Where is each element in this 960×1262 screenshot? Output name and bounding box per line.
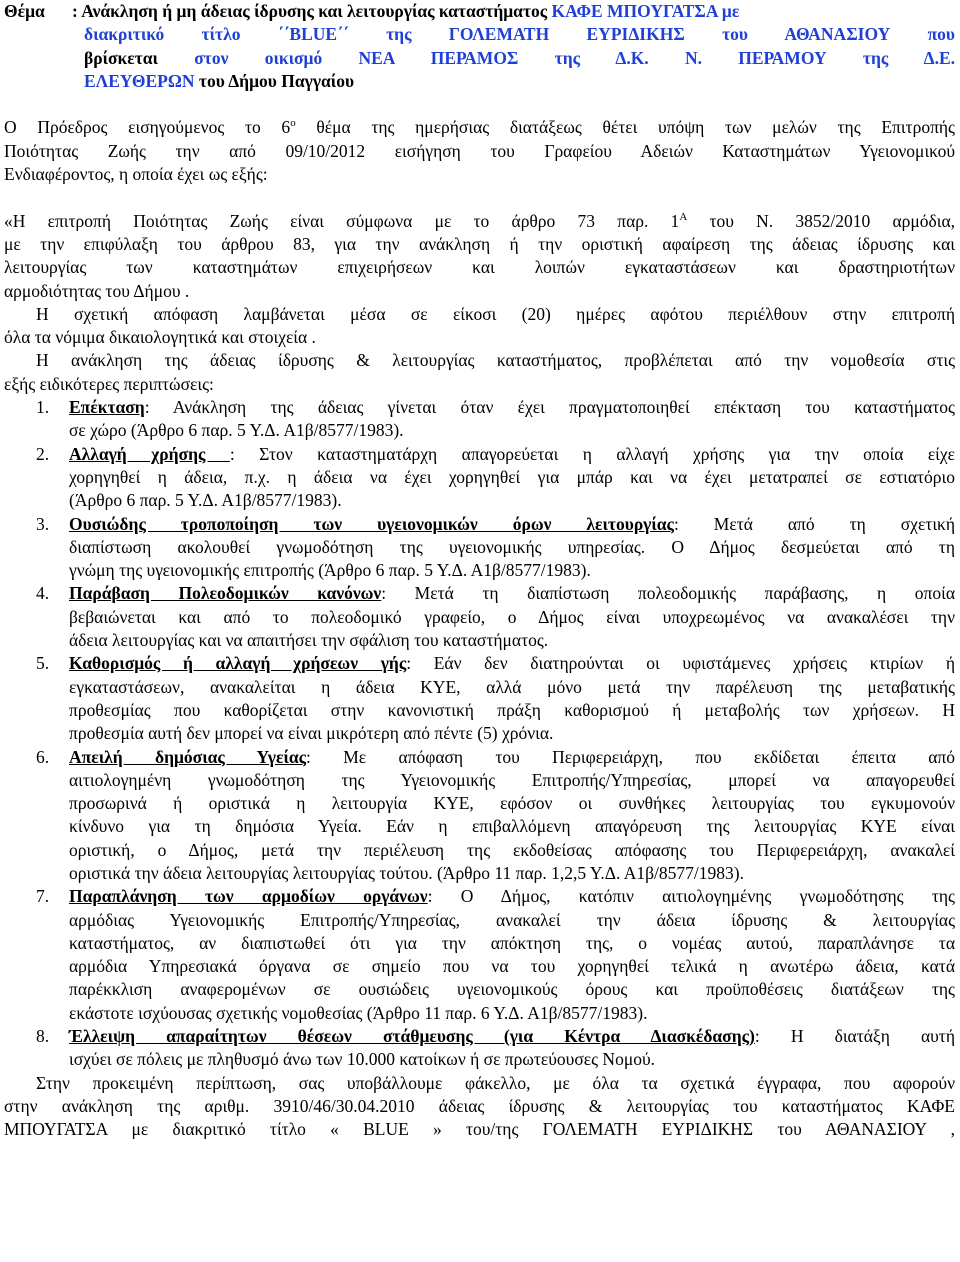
list-item-continuation: σε χώρο (Άρθρο 6 παρ. 5 Υ.Δ. Α1β/8577/1983). [69,420,404,441]
spacer [4,93,955,116]
body-p3-line-1: Η ανάκληση της άδειας ίδρυσης & λειτουργίας καταστήματος, προβλέπεται από την νομοθεσία στις [36,350,955,371]
subject-line-4: ΕΛΕΥΘΕΡΩΝ του Δήμου Παγγαίου [84,70,355,91]
list-item-text: : Ο Δήμος, κατόπιν αιτιολογημένης γνωμοδότησης της [427,886,955,907]
body-p2-line-1: Η σχετική απόφαση λαμβάνεται μέσα σε είκοσι (20) ημέρες αφότου περιέλθουν στην επιτροπή [36,303,955,324]
cases-list [4,396,955,1072]
list-item [4,582,955,605]
subject-text: : Ανάκληση ή μη άδειας ίδρυσης και λειτουργίας καταστήματος ΚΑΦΕ ΜΠΟΥΓΑΤΣΑ με [72,1,740,21]
list-item [4,652,955,675]
body-p1-line-3: λειτουργίας των καταστημάτων επιχειρήσεων και λοιπών εγκαταστάσεων και δραστηριοτήτων [4,257,955,278]
list-item-continuation: διαπίστωση ακολουθεί γνωμοδότηση της υγειονομικής υπηρεσίας. Ο Δήμος δεσμεύεται από τη [69,536,955,557]
list-item [4,746,955,769]
list-item [4,1025,955,1048]
list-item-continuation: χορηγηθεί η άδεια, π.χ. η άδεια να έχει χορηγηθεί για μπάρ και να έχει μετατραπεί σε εστιατόριο [69,466,955,487]
intro-line-3: Ενδιαφέροντος, η οποία έχει ως εξής: [4,164,268,185]
body-p1-line-1: «Η επιτροπή Ποιότητας Ζωής είναι σύμφωνα με το άρθρο 73 παρ. $1^A$ του Ν. 3852/2010 αρμόδια, [4,210,955,231]
list-item-text: : Η διατάξη αυτή [754,1026,955,1047]
list-item [4,443,955,466]
intro-line-1: Ο Πρόεδρος εισηγούμενος το $6^o$ θέμα της ημερήσιας διατάξεως θέτει υπόψη των μελών της Επιτροπής [4,117,955,138]
body-p3-line-2: εξής ειδικότερες περιπτώσεις: [4,373,214,394]
list-item-title: Παράβαση Πολεοδομικών κανόνων [69,583,382,604]
list-item-title: Αλλαγή χρήσης [69,443,230,464]
list-item-title: Έλλειψη απαραίτητων θέσεων στάθμευσης (για Κέντρα Διασκέδασης) [69,1026,755,1047]
list-item-continuation: αρμόδιας Υγειονομικής Επιτροπής/Υπηρεσίας, ανακαλεί την άδεια ίδρυσης & λειτουργίας [69,909,955,930]
body-p1-line-2: με την επιφύλαξη του άρθρου 83, για την ανάκληση ή την οριστική αφαίρεση της άδειας ίδρυσης και [4,233,955,254]
list-item [4,396,955,419]
list-item-title: Παραπλάνηση των αρμοδίων οργάνων [69,886,428,907]
body-p1-line-4: αρμοδιότητας του Δήμου . [4,280,190,301]
list-item-continuation: (Άρθρο 6 παρ. 5 Υ.Δ. Α1β/8577/1983). [69,490,342,511]
list-item-continuation: προσωρινά ή οριστικά η λειτουργία ΚΥΕ, εφόσον οι συνθήκες λειτουργίας του εγκυμονούν [69,793,955,814]
spacer [4,186,955,209]
list-item-number: 2. [36,443,50,464]
subject-line-3: βρίσκεται στον οικισμό ΝΕΑ ΠΕΡΑΜΟΣ της Δ.Κ. Ν. ΠΕΡΑΜΟΥ της Δ.Ε. [84,47,955,68]
list-item-continuation: καταστήματος, αν διαπιστωθεί ότι για την απόκτηση της, ο νομέας αυτού, παραπλάνησε τα [69,932,955,953]
list-item-continuation: εκάστοτε ισχύουσας σχετικής νομοθεσίας (Άρθρο 11 παρ. 6 Υ.Δ. Α1β/8577/1983). [69,1002,648,1023]
list-item-number: 8. [36,1026,50,1047]
list-item [4,885,955,908]
list-item [4,513,955,536]
list-item-continuation: οριστικά την άδεια λειτουργίας λειτουργίας τούτου. (Άρθρο 11 παρ. 1,2,5 Υ.Δ. Α1β/8577/1983). [69,862,744,883]
list-item-continuation: αιτιολογημένη γνωμοδότηση της Υγειονομικής Επιτροπής/Υπηρεσίας, μπορεί να απαγορευθεί [69,769,955,790]
list-item-title: Απειλή δημόσιας Υγείας [69,746,307,767]
subject-line-1 [4,0,955,23]
list-item-continuation: προθεσμία αυτή δεν μπορεί να είναι μικρότερη από πέντε (5) χρόνια. [69,723,554,744]
list-item-text: : Μετά τη διαπίστωση πολεοδομικής παράβασης, η οποία [381,583,955,604]
list-item-number: 3. [36,513,50,534]
list-item-continuation: γνώμη της υγειονομικής επιτροπής (Άρθρο 6 παρ. 5 Υ.Δ. Α1β/8577/1983). [69,560,591,581]
closing-line-1: Στην προκειμένη περίπτωση, σας υποβάλλουμε φάκελλο, με όλα τα σχετικά έγγραφα, που αφορούν [36,1072,955,1093]
list-item-number: 6. [36,746,50,767]
list-item-continuation: κίνδυνο για τη δημόσια Υγεία. Εάν η επιβαλλόμενη απαγόρευση της λειτουργίας ΚΥΕ είναι [69,816,955,837]
list-item-number: 5. [36,653,50,674]
list-item-continuation: εγκαταστάσεων, ανακαλείται η άδεια ΚΥΕ, αλλά μόνο μετά την παρέλευση της μεταβατικής [69,676,955,697]
list-item-continuation: παρέκκλιση αναφερομένων σε ουσιώδεις υγειονομικούς όρους και προϋποθέσεις διατάξεων της [69,979,955,1000]
list-item-continuation: προθεσμίας που καθορίζεται στην κανονιστική πράξη καθορισμού ή μεταβολής των χρήσεων. Η [69,699,955,720]
list-item-title: Καθορισμός ή αλλαγή χρήσεων γής [69,653,407,674]
closing-line-3: ΜΠΟΥΓΑΤΣΑ με διακριτικό τίτλο « BLUE » του/της ΓΟΛΕΜΑΤΗ ΕΥΡΙΔΙΚΗΣ του ΑΘΑΝΑΣΙΟΥ , [4,1119,955,1140]
list-item-continuation: άδεια λειτουργίας και να απαιτήσει την σφάλιση του καταστήματος. [69,630,549,651]
list-item-text: : Εάν δεν διατηρούνται οι υφιστάμενες χρήσεις κτιρίων ή [406,653,955,674]
list-item-text: : Ανάκληση της άδειας γίνεται όταν έχει πραγματοποιηθεί επέκταση του καταστήματος [144,397,955,418]
closing-line-2: στην ανάκληση της αριθμ. 3910/46/30.04.2010 άδειας ίδρυσης & λειτουργίας του καταστήματος ΚΑΦΕ [4,1095,955,1116]
list-item-number: 7. [36,886,50,907]
list-item-continuation: οριστική, ο Δήμος, μετά την περιέλευση της εκδοθείσας απόφασης του Περιφερειάρχη, ανακαλεί [69,839,955,860]
list-item-number: 4. [36,583,50,604]
list-item-number: 1. [36,397,50,418]
intro-line-2: Ποιότητας Ζωής την από 09/10/2012 εισήγηση του Γραφείου Αδειών Καταστημάτων Υγειονομικού [4,140,955,161]
subject-label: Θέμα [4,1,45,21]
subject-line-2: διακριτικό τίτλο ΄΄BLUE΄΄ της ΓΟΛΕΜΑΤΗ ΕΥΡΙΔΙΚΗΣ του ΑΘΑΝΑΣΙΟΥ που [84,24,955,45]
list-item-title: Ουσιώδης τροποποίηση των υγειονομικών όρων λειτουργίας [69,513,674,534]
list-item-title: Επέκταση [69,397,145,418]
list-item-text: : Με απόφαση του Περιφερειάρχη, που εκδίδεται έπειτα από [306,746,955,767]
list-item-continuation: αρμόδια Υπηρεσιακά όργανα σε σημείο που να του χορηγηθεί τελικά η ανωτέρω άδεια, κατά [69,956,955,977]
list-item-text: : Στον καταστηματάρχη απαγορεύεται η αλλαγή χρήσης για την οποία είχε [229,443,955,464]
list-item-continuation: βεβαιώνεται και από το πολεοδομικό γραφείο, ο Δήμος είναι υποχρεωμένος να ανακαλέσει την [69,606,955,627]
body-p2-line-2: όλα τα νόμιμα δικαιολογητικά και στοιχεία . [4,327,316,348]
list-item-text: : Μετά από τη σχετική [673,513,955,534]
list-item-continuation: ισχύει σε πόλεις με πληθυσμό άνω των 10.000 κατοίκων ή σε πρωτεύουσες Νομού. [69,1049,655,1070]
